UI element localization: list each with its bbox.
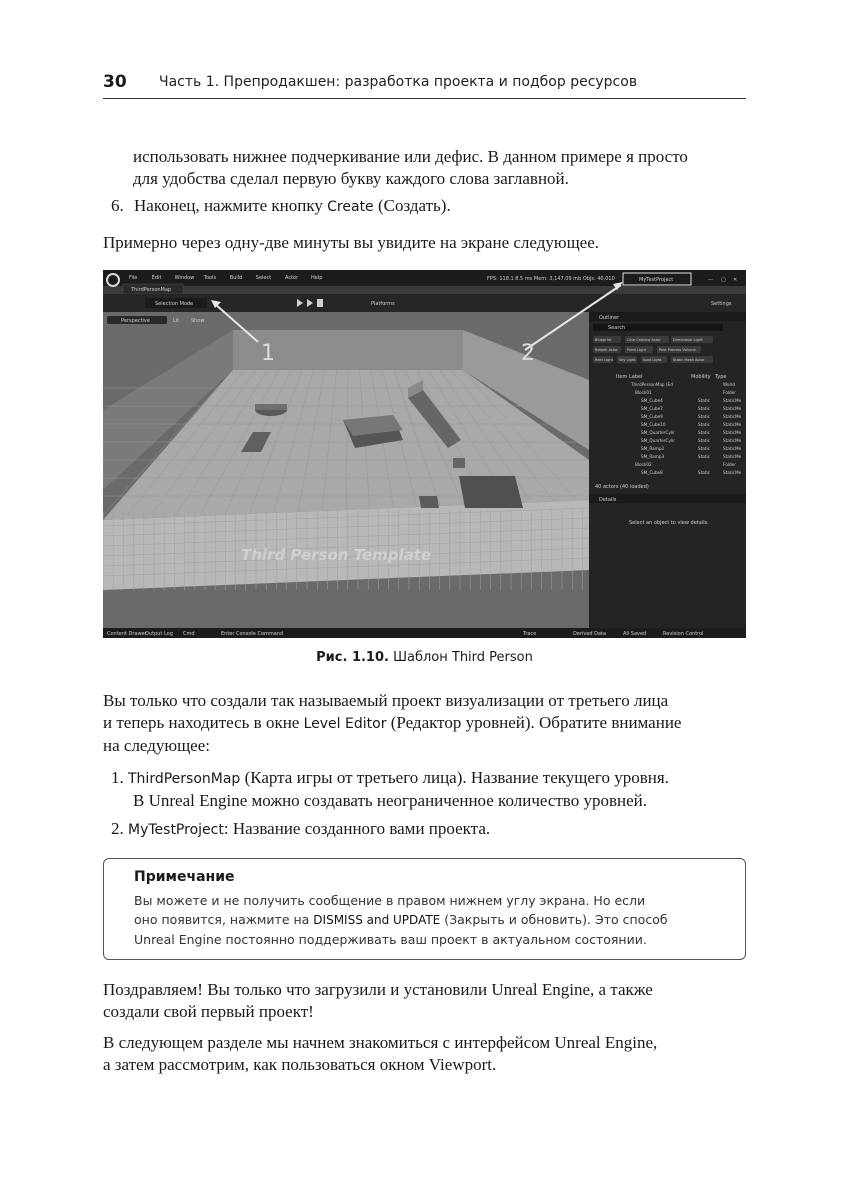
filter-button-label[interactable]: Spot Light	[643, 358, 662, 362]
menu-item-edit[interactable]: Edit	[151, 275, 162, 281]
col-mobility: Mobility	[691, 374, 711, 380]
outliner-row-type: StaticMe	[723, 398, 742, 403]
outliner-row-type: Folder	[723, 390, 736, 395]
figure-caption	[103, 650, 746, 665]
filter-button-label[interactable]: Directional Light	[673, 338, 703, 342]
outliner-row-type: StaticMe	[723, 446, 742, 451]
status-left-item[interactable]: Content Drawer	[107, 631, 147, 637]
outliner-row-label[interactable]: SM_Cube9	[641, 414, 663, 419]
status-left-item[interactable]: Output Log	[145, 631, 173, 637]
outliner-row-label[interactable]: SM_Ramp2	[641, 446, 665, 451]
congrats-line-2: создали свой первый проект!	[103, 1002, 314, 1021]
outliner-row-mobility: Static	[698, 414, 710, 419]
outliner-row-type: StaticMe	[723, 438, 742, 443]
congrats-paragraph	[103, 979, 753, 1023]
outliner-row-label[interactable]: SM_Cube8	[641, 470, 663, 475]
list-text: (Карта игры от третьего лица). Название текущего уровня.	[240, 768, 669, 787]
step-6	[111, 195, 751, 218]
settings-dropdown[interactable]: Settings	[711, 301, 732, 307]
status-right-item[interactable]: Derived Data	[573, 631, 607, 637]
stats-readout: FPS: 118.1 8.5 ms Mem: 3,147.09 mb Objs: 40,010	[487, 276, 615, 282]
note-line-2: оно появится, нажмите на	[134, 912, 314, 927]
filter-button-label[interactable]: Blueprint	[595, 338, 612, 342]
next-section-paragraph	[103, 1032, 753, 1076]
page-number: 30	[103, 72, 127, 92]
dismiss-update-term: DISMISS and UPDATE	[313, 913, 441, 927]
created-line-2: и теперь находитесь в окне	[103, 713, 304, 732]
congrats-line-1: Поздравляем! Вы только что загрузили и установили Unreal Engine, а также	[103, 980, 653, 999]
menu-item-select[interactable]: Select	[255, 275, 272, 281]
col-item-label: Item Label	[616, 374, 643, 380]
note-line-1: Вы можете и не получить сообщение в правом нижнем углу экрана. Но если	[134, 893, 646, 908]
step-number: 6.	[111, 196, 124, 215]
outliner-search[interactable]: Search	[608, 325, 626, 331]
filter-button-label[interactable]: Reigen Actor	[595, 348, 618, 352]
wait-paragraph: Примерно через одну-две минуты вы увидите на экране следующее.	[103, 233, 599, 252]
outliner-row-label[interactable]: SM_Cube7	[641, 406, 663, 411]
menu-item-build[interactable]: Build	[229, 275, 243, 281]
outliner-row-type: StaticMe	[723, 414, 742, 419]
note-title: Примечание	[134, 869, 235, 885]
menu-item-actor[interactable]: Actor	[285, 275, 299, 281]
outliner-title: Outliner	[599, 315, 620, 321]
outliner-row-type: StaticMe	[723, 430, 742, 435]
list-number: 2.	[111, 819, 124, 838]
step-text: Наконец, нажмите кнопку	[134, 196, 328, 215]
filter-button-label[interactable]: Rect Light	[595, 358, 614, 362]
page-header	[103, 68, 746, 99]
status-right-item[interactable]: Trace	[523, 631, 537, 637]
project-name: MyTestProject	[639, 277, 674, 283]
details-empty: Select an object to view details.	[629, 520, 709, 526]
details-title: Details	[599, 497, 617, 503]
status-right-item[interactable]: Revision Control	[663, 631, 704, 637]
caption-text: Шаблон Third Person	[388, 650, 533, 665]
filter-button-label[interactable]: Static Mesh Actor	[673, 358, 705, 362]
maximize-icon: ▢	[721, 277, 726, 283]
note-line-2-after: (Закрыть и обновить). Это способ	[440, 912, 668, 927]
note-body	[134, 891, 724, 949]
outliner-row-label[interactable]: SM_QuarterCylir	[641, 438, 675, 443]
created-line-3: на следующее:	[103, 736, 210, 755]
intro-line-1: использовать нижнее подчеркивание или дефис. В данном примере я просто	[133, 147, 688, 166]
next-line-2: а затем рассмотрим, как пользоваться окном Viewport.	[103, 1055, 497, 1074]
mytestproject-term: MyTestProject	[128, 822, 224, 838]
marker-2: 2	[521, 341, 535, 366]
outliner-row-label[interactable]: ThirdPersonMap (Ed	[631, 382, 673, 387]
viewport-show-button[interactable]: Show	[191, 318, 205, 324]
intro-line-2: для удобства сделал первую букву каждого слова заглавной.	[133, 169, 569, 188]
next-line-1: В следующем разделе мы начнем знакомиться с интерфейсом Unreal Engine,	[103, 1033, 658, 1052]
outliner-row-label[interactable]: SM_Cube4	[641, 398, 663, 403]
menu-item-help[interactable]: Help	[311, 275, 323, 281]
filter-button-label[interactable]: Post Process Volume	[659, 348, 696, 352]
outliner-row-mobility: Static	[698, 406, 710, 411]
list-item-1	[111, 767, 751, 812]
outliner-row-label[interactable]: SM_Cube10	[641, 422, 666, 427]
outliner-row-label[interactable]: SM_Ramp3	[641, 454, 665, 459]
created-line-1: Вы только что создали так называемый проект визуализации от третьего лица	[103, 691, 669, 710]
outliner-row-label[interactable]: Block01	[635, 390, 652, 395]
outliner-row-type: Folder	[723, 462, 736, 467]
list-text: : Название созданного вами проекта.	[223, 819, 491, 838]
outliner-row-mobility: Static	[698, 470, 710, 475]
minimize-icon: —	[708, 277, 713, 283]
close-icon: ✕	[733, 277, 738, 283]
outliner-row-mobility: Static	[698, 454, 710, 459]
outliner-row-type: StaticMe	[723, 406, 742, 411]
menu-item-window[interactable]: Window	[174, 275, 195, 281]
outliner-row-type: StaticMe	[723, 454, 742, 459]
running-title: Часть 1. Препродакшен: разработка проекта и подбор ресурсов	[159, 74, 638, 90]
status-left-item[interactable]: Enter Console Command	[221, 631, 284, 637]
menu-item-tools[interactable]: Tools	[203, 275, 217, 281]
menu-item-file[interactable]: File	[129, 275, 138, 281]
list-line-2: В Unreal Engine можно создавать неограниченное количество уровней.	[133, 791, 647, 810]
created-paragraph	[103, 690, 753, 757]
actors-count: 40 actors (40 loaded)	[595, 484, 649, 490]
outliner-row-type: World	[723, 382, 736, 387]
outliner-row-mobility: Static	[698, 438, 710, 443]
filter-button-label[interactable]: Sky Light	[619, 358, 636, 362]
thirdpersonmap-term: ThirdPersonMap	[128, 771, 241, 787]
level-editor-term: Level Editor	[303, 716, 387, 732]
created-line-2-after: (Редактор уровней). Обратите внимание	[386, 713, 682, 732]
step-text-after: (Создать).	[373, 196, 451, 215]
outliner-row-type: StaticMe	[723, 470, 742, 475]
note-box	[103, 858, 746, 960]
note-line-3: Unreal Engine постоянно поддерживать ваш проект в актуальном состоянии.	[134, 932, 647, 947]
viewport-lit-button[interactable]: Lit	[173, 318, 180, 324]
outliner-row-mobility: Static	[698, 446, 710, 451]
unreal-editor-screenshot	[103, 270, 746, 638]
create-term: Create	[327, 199, 374, 215]
marker-1: 1	[261, 341, 275, 366]
filter-button-label[interactable]: Point Light	[627, 348, 647, 352]
col-type: Type	[715, 374, 727, 380]
outliner-row-label[interactable]: Block02	[635, 462, 652, 467]
status-right-item[interactable]: All Saved	[623, 631, 647, 637]
status-left-item[interactable]: Cmd	[183, 631, 195, 637]
viewport-perspective-button[interactable]: Perspective	[121, 318, 150, 324]
outliner-row-mobility: Static	[698, 422, 710, 427]
filter-button-label[interactable]: Cine Camera Actor	[627, 338, 661, 342]
intro-paragraph	[133, 146, 753, 190]
outliner-row-label[interactable]: SM_QuarterCylir	[641, 430, 675, 435]
list-item-2	[111, 818, 751, 841]
outliner-row-mobility: Static	[698, 398, 710, 403]
outliner-row-mobility: Static	[698, 430, 710, 435]
stop-icon	[317, 299, 323, 307]
platforms-dropdown[interactable]: Platforms	[371, 301, 395, 307]
selection-mode-dropdown[interactable]: Selection Mode	[155, 301, 194, 307]
outliner-row-type: StaticMe	[723, 422, 742, 427]
template-label: Third Person Template	[241, 546, 432, 564]
list-number: 1.	[111, 768, 124, 787]
caption-label: Рис. 1.10.	[316, 650, 389, 665]
tab-thirdpersonmap[interactable]: ThirdPersonMap	[131, 287, 172, 293]
